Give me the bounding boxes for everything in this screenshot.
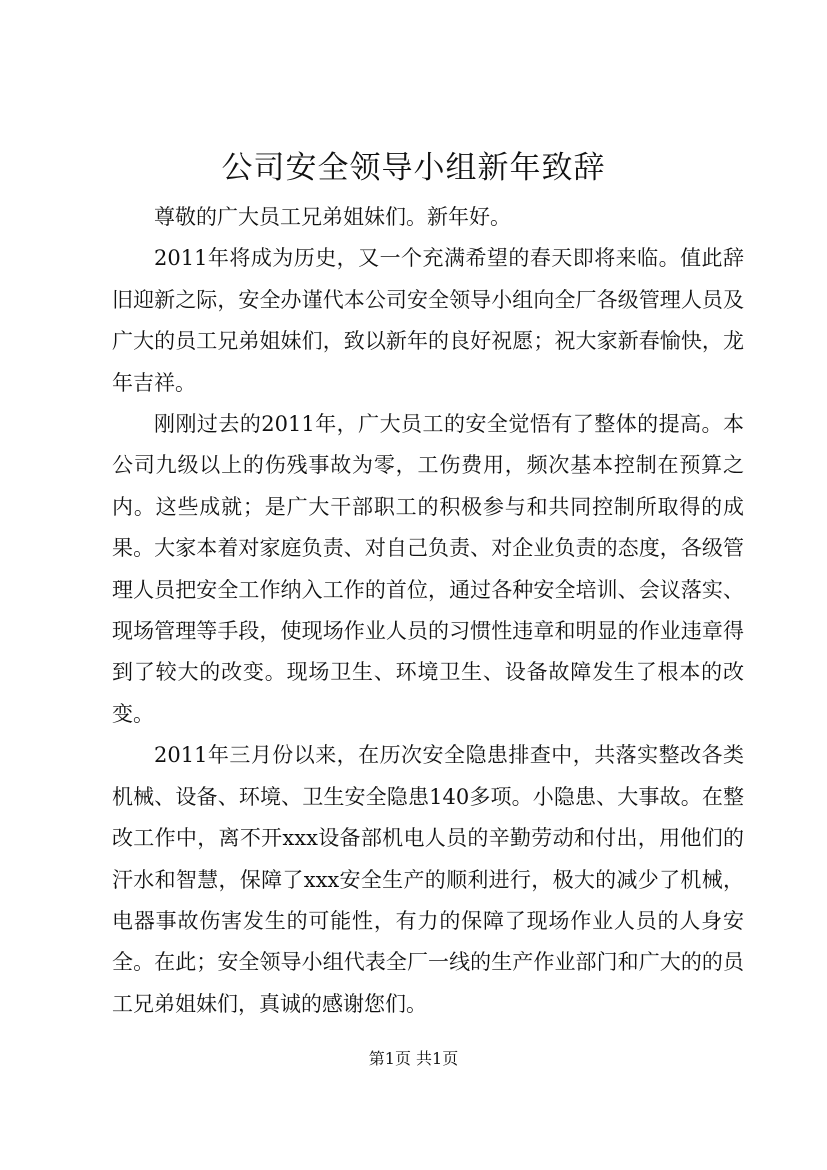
achievements-paragraph: 刚刚过去的2011年，广大员工的安全觉悟有了整体的提高。本公司九级以上的伤残事故为零，工伤费用，频次基本控制在预算之内。这些成就；是广大干部职工的积极参与和共同控制所取得的成果。大家本着对家庭负责、对自己负责、对企业负责的态度，各级管理人员把安全工作纳入工作的首位，通过各种安全培训、会议落实、现场管理等手段，使现场作业人员的习惯性违章和明显的作业违章得到了较大的改变。现场卫生、环境卫生、设备故障发生了根本的改变。	[112, 412, 744, 726]
thanks-paragraph: 2011年三月份以来，在历次安全隐患排查中，共落实整改各类机械、设备、环境、卫生安全隐患140多项。小隐患、大事故。在整改工作中，离不开xxx设备部机电人员的辛勤劳动和付出，用他们的汗水和智慧，保障了xxx安全生产的顺利进行，极大的减少了机械，电器事故伤害发生的可能性，有力的保障了现场作业人员的人身安全。在此；安全领导小组代表全厂一线的生产作业部门和广大的的员工兄弟姐妹们，真诚的感谢您们。	[112, 743, 744, 1016]
document-body	[112, 197, 744, 1025]
new-year-wishes-paragraph: 2011年将成为历史，又一个充满希望的春天即将来临。值此辞旧迎新之际，安全办谨代本公司安全领导小组向全厂各级管理人员及广大的员工兄弟姐妹们，致以新年的良好祝愿；祝大家新春愉快，龙年吉祥。	[112, 246, 744, 395]
document-title: 公司安全领导小组新年致辞	[221, 150, 606, 186]
page-number-footer: 第1页 共1页	[368, 1049, 459, 1068]
greeting-paragraph: 尊敬的广大员工兄弟姐妹们。新年好。	[154, 205, 511, 229]
